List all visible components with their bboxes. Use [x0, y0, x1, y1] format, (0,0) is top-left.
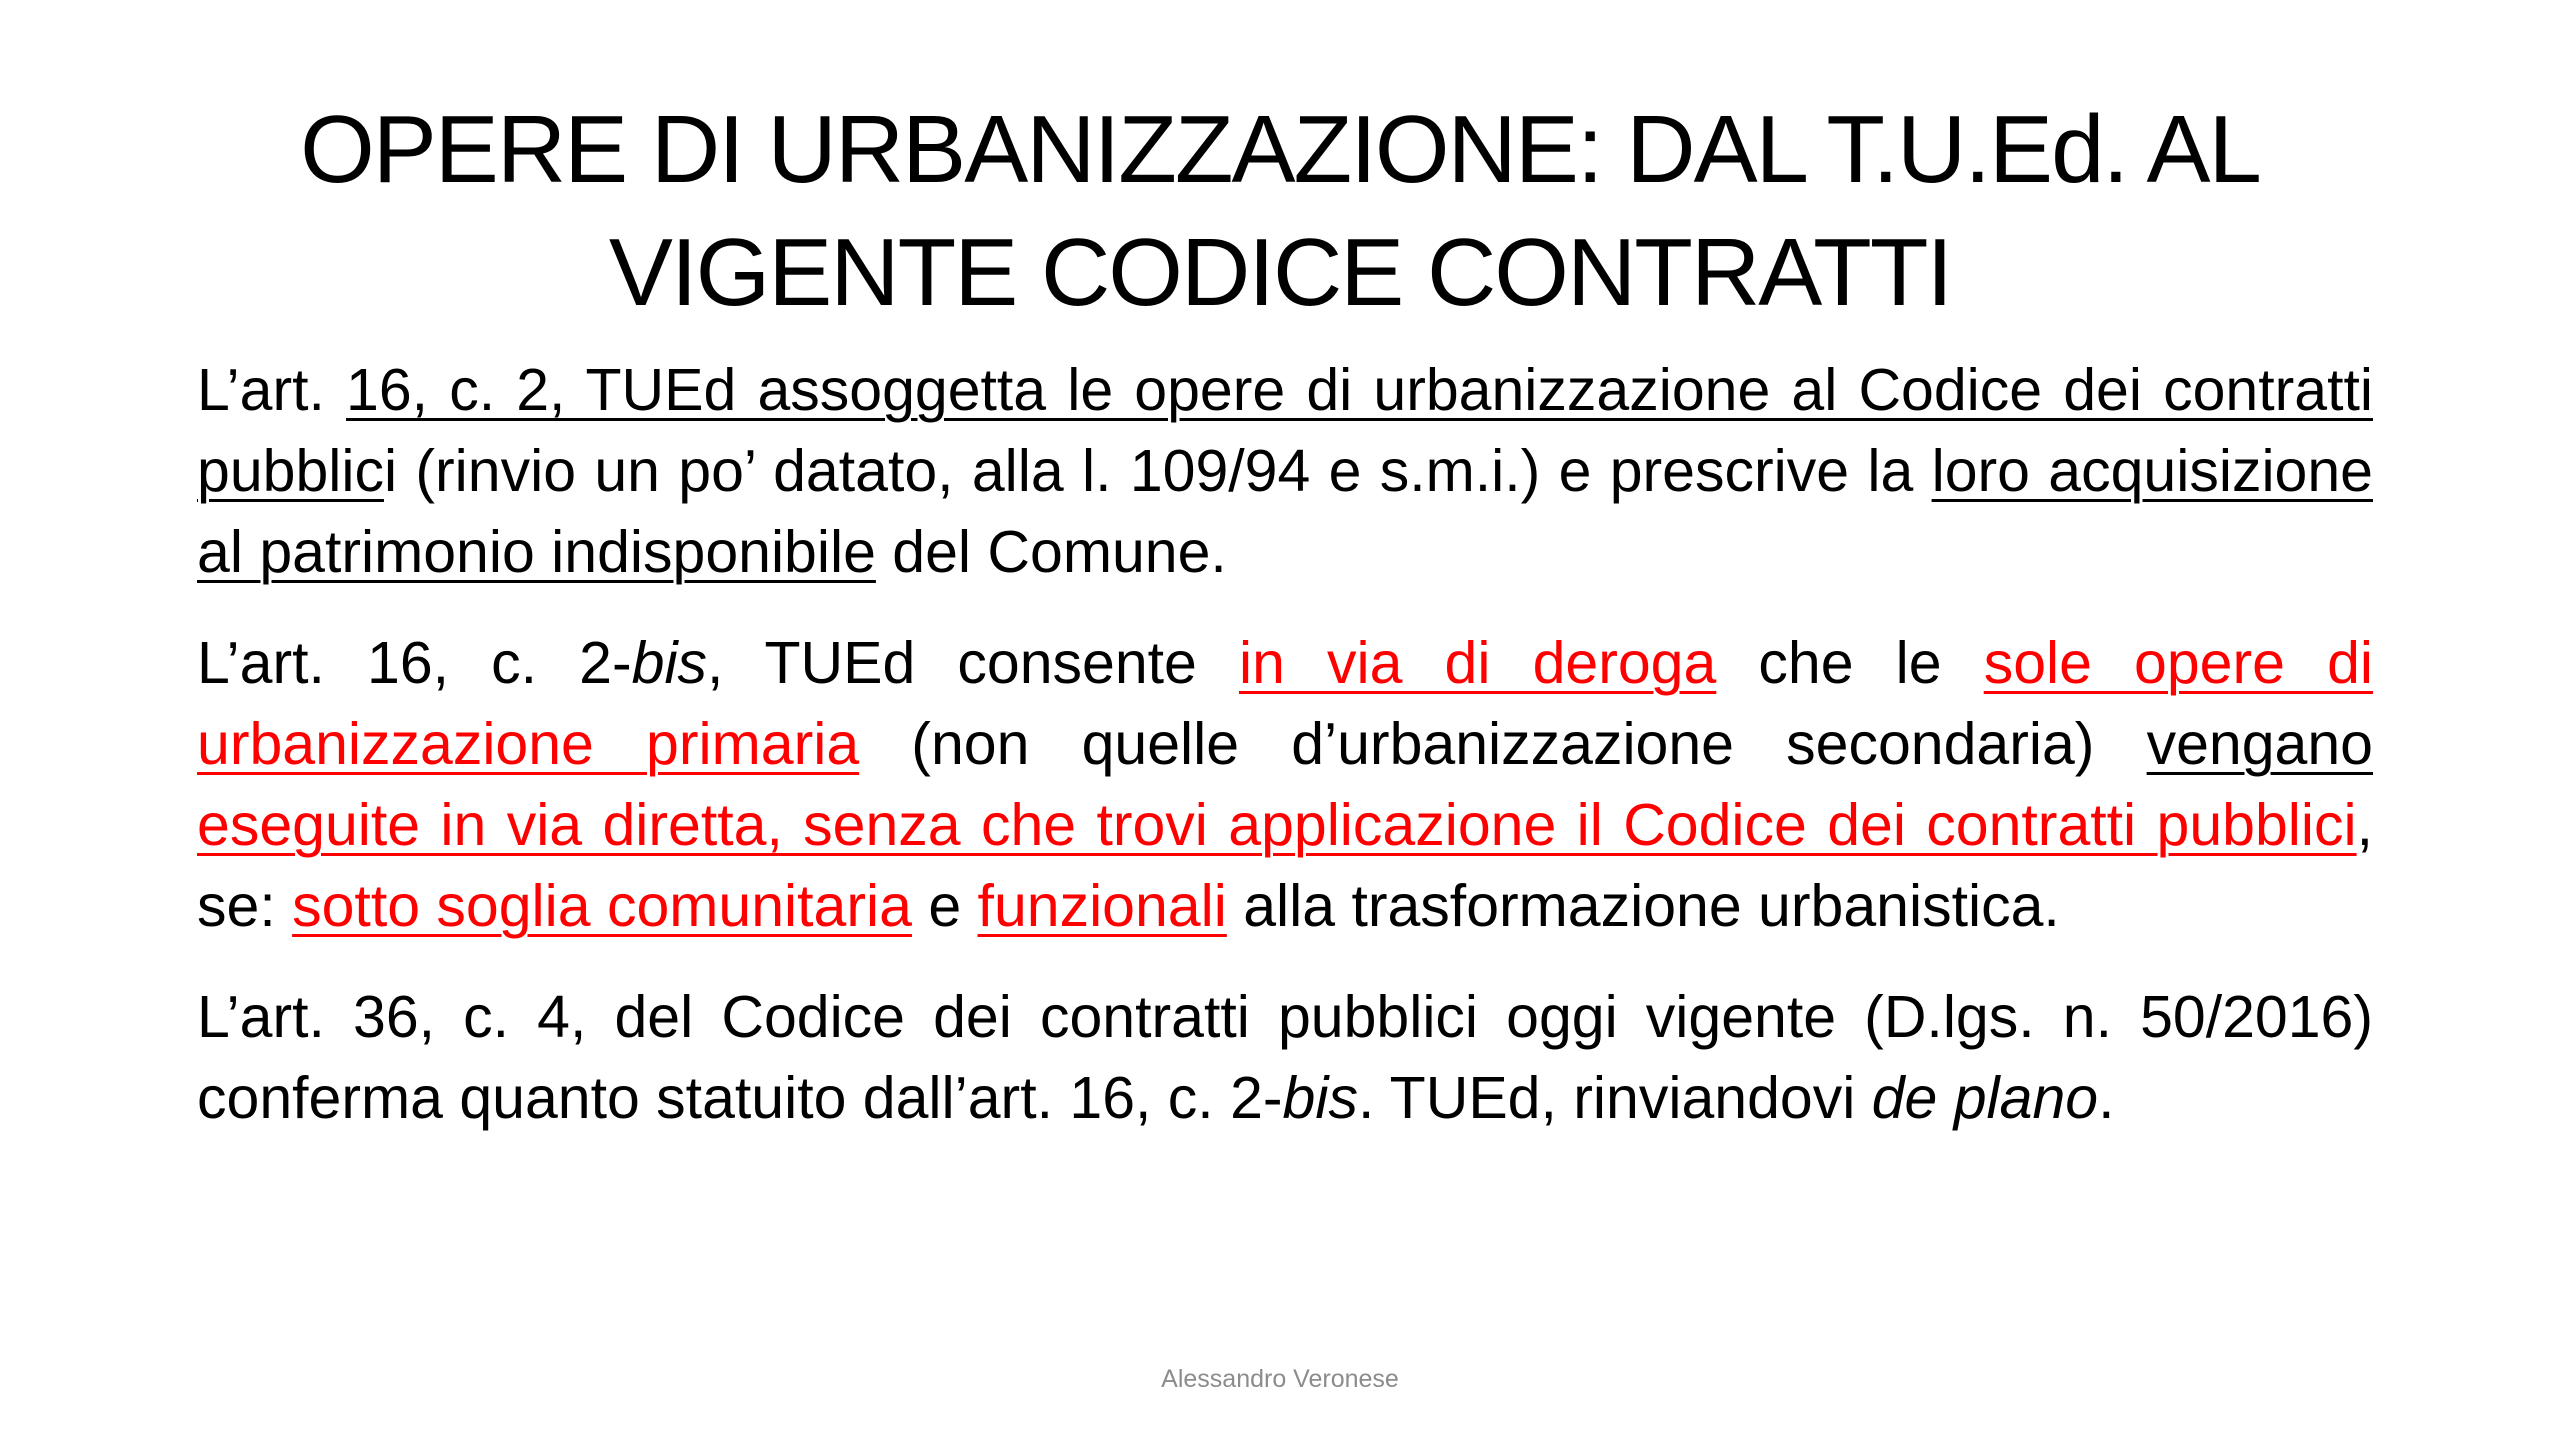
- slide-footer-author: Alessandro Veronese: [1161, 1365, 1399, 1393]
- paragraph-art-16-c2-bis: [197, 623, 2373, 947]
- p2-red-sotto-soglia: sotto soglia comunitaria: [292, 873, 912, 939]
- p2-text: , TUEd consente: [707, 630, 1239, 696]
- paragraph-art-36-c4: [197, 977, 2373, 1139]
- p3-italic-de-plano: de plano: [1871, 1065, 2099, 1131]
- slide-title: [180, 88, 2380, 334]
- p1-underline-acquisizione: loro acquisizione al patrimonio indisponibile: [197, 438, 2373, 585]
- p1-underline-codice: 16, c. 2, TUEd assoggetta le opere di urbanizzazione al Codice dei contratti pubblic: [197, 357, 2373, 504]
- p3-text: . TUEd, rinviandovi: [1357, 1065, 1872, 1131]
- slide-title-line-1: OPERE DI URBANIZZAZIONE: DAL T.U.Ed. AL: [300, 96, 2260, 203]
- p2-text: L’art. 16, c. 2-: [197, 630, 632, 696]
- p2-red-esecuzione-diretta: eseguite in via diretta, senza che trovi applicazione il Codice dei contratti pubblici: [197, 792, 2357, 858]
- p2-text: , se:: [197, 792, 2373, 939]
- p2-text: e: [911, 873, 978, 939]
- p3-text: .: [2098, 1065, 2115, 1131]
- slide-body: [197, 350, 2373, 1169]
- p1-text: L’art.: [197, 357, 347, 423]
- slide-title-line-2: VIGENTE CODICE CONTRATTI: [608, 219, 1952, 326]
- p3-text: L’art. 36, c. 4, del Codice dei contratti pubblici oggi vigente (D.lgs. n. 50/2016) conferma quanto statuito dall’art. 16, c. 2-: [197, 984, 2373, 1131]
- p2-text: alla trasformazione urbanistica.: [1226, 873, 2060, 939]
- p1-text: i (rinvio un po’ datato, alla l. 109/94 e s.m.i.) e prescrive la: [383, 438, 1932, 504]
- paragraph-art-16-c2: [197, 350, 2373, 593]
- p2-text: che le: [1716, 630, 1984, 696]
- p2-text: (non quelle d’urbanizzazione secondaria): [859, 711, 2147, 777]
- p2-red-deroga: in via di deroga: [1238, 630, 1717, 696]
- p2-red-funzionali: funzionali: [977, 873, 1227, 939]
- p2-underline-vengano: vengano: [2146, 711, 2373, 777]
- p2-italic-bis: bis: [631, 630, 708, 696]
- p1-text: del Comune.: [875, 519, 1227, 585]
- p2-red-opere-primaria: sole opere di urbanizzazione primaria: [197, 630, 2373, 777]
- p3-italic-bis: bis: [1282, 1065, 1358, 1131]
